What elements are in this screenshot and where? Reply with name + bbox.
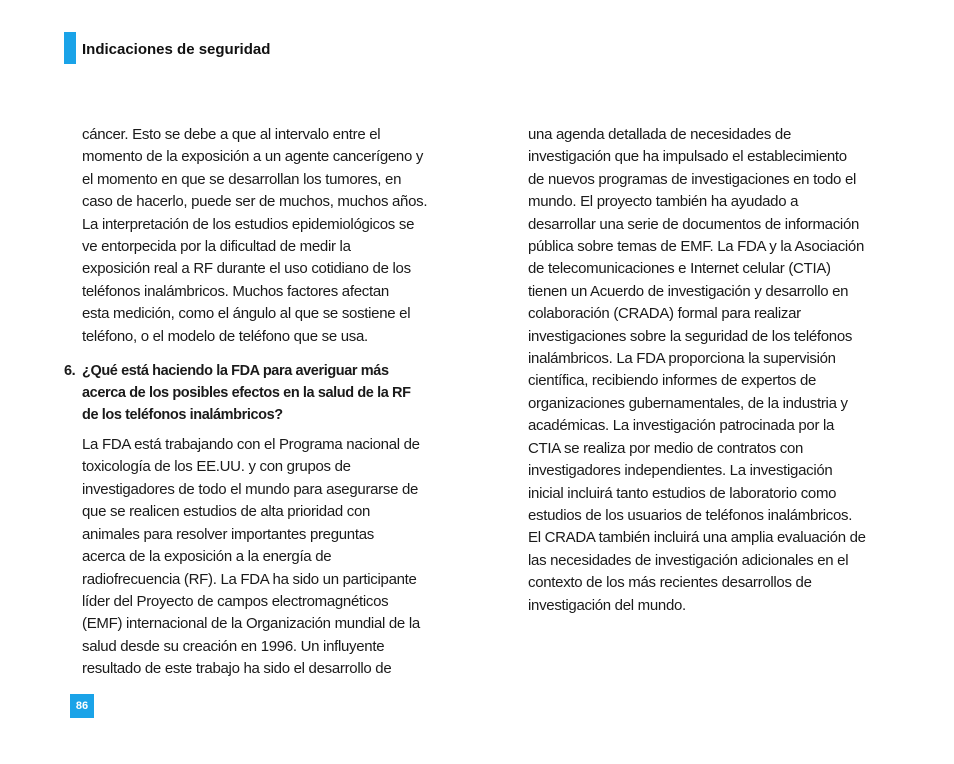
text-line: La FDA está trabajando con el Programa nacional de: [82, 436, 420, 454]
intro-paragraph: [64, 124, 464, 348]
text-line: que se realicen estudios de alta prioridad con: [82, 503, 371, 521]
text-line: exposición real a RF durante el uso cotidiano de los: [82, 260, 411, 278]
text-line: resultado de este trabajo ha sido el desarrollo de: [82, 660, 392, 678]
text-line: investigación que ha impulsado el establecimiento: [528, 148, 847, 166]
paragraph-spacer: [64, 426, 464, 434]
text-line: de telecomunicaciones e Internet celular (CTIA): [528, 260, 831, 278]
text-line: mundo. El proyecto también ha ayudado a: [528, 193, 799, 211]
text-line: de nuevos programas de investigaciones en todo el: [528, 170, 857, 188]
text-line: una agenda detallada de necesidades de: [528, 126, 792, 143]
page-number-badge: 86: [70, 694, 94, 718]
text-line: académicas. La investigación patrocinada por la: [528, 417, 835, 435]
text-line: toxicología de los EE.UU. y con grupos de: [82, 458, 351, 476]
text-line: momento de la exposición a un agente cancerígeno y: [82, 148, 424, 166]
section-title: Indicaciones de seguridad: [82, 41, 271, 58]
text-line: inicial incluirá tanto estudios de laboratorio como: [528, 484, 837, 502]
text-line: teléfonos inalámbricos. Muchos factores afectan: [82, 282, 389, 300]
text-line: el momento en que se desarrollan los tumores, en: [82, 170, 402, 188]
text-line: colaboración (CRADA) formal para realizar: [528, 305, 801, 323]
text-line: cáncer. Esto se debe a que al intervalo entre el: [82, 126, 381, 143]
text-line: CTIA se realiza por medio de contratos con: [528, 439, 804, 457]
paragraph-spacer: [64, 348, 464, 360]
right-column: [528, 124, 918, 617]
text-line: caso de hacerlo, puede ser de muchos, muchos años.: [82, 193, 428, 211]
text-line: El CRADA también incluirá una amplia evaluación de: [528, 529, 866, 547]
text-line: investigación del mundo.: [528, 596, 686, 614]
text-line: pública sobre temas de EMF. La FDA y la Asociación: [528, 238, 865, 256]
text-line: esta medición, como el ángulo al que se sostiene el: [82, 305, 411, 323]
text-line: científica, recibiendo informes de expertos de: [528, 372, 817, 390]
text-line: acerca de la exposición a la energía de: [82, 548, 332, 566]
text-line: líder del Proyecto de campos electromagnéticos: [82, 592, 389, 610]
text-line: (EMF) internacional de la Organización mundial de la: [82, 615, 420, 633]
text-line: las necesidades de investigación adicionales en el: [528, 551, 849, 569]
text-line: ve entorpecida por la dificultad de medir la: [82, 238, 351, 256]
text-line: investigaciones sobre la seguridad de los teléfonos: [528, 327, 853, 345]
text-line: teléfono, o el modelo de teléfono que se usa.: [82, 327, 368, 345]
text-line: desarrollar una serie de documentos de información: [528, 215, 860, 233]
question-line: ¿Qué está haciendo la FDA para averiguar más: [82, 363, 389, 380]
question-number: 6.: [64, 363, 76, 380]
text-line: radiofrecuencia (RF). La FDA ha sido un participante: [82, 570, 417, 588]
text-line: tienen un Acuerdo de investigación y desarrollo en: [528, 282, 849, 300]
question-line: acerca de los posibles efectos en la salud de la RF: [82, 385, 411, 402]
answer-paragraph: [64, 434, 464, 680]
text-line: animales para resolver importantes preguntas: [82, 525, 374, 543]
text-line: salud desde su creación en 1996. Un influyente: [82, 637, 385, 655]
left-column: [64, 124, 464, 681]
text-line: inalámbricos. La FDA proporciona la supervisión: [528, 350, 836, 368]
question-heading: [64, 360, 464, 426]
text-line: investigadores de todo el mundo para asegurarse de: [82, 480, 419, 498]
section-accent-bar: [64, 32, 76, 64]
text-line: contexto de los más recientes desarrollos de: [528, 574, 812, 592]
text-line: investigadores independientes. La investigación: [528, 462, 833, 480]
text-line: La interpretación de los estudios epidemiológicos se: [82, 215, 415, 233]
text-line: estudios de los usuarios de teléfonos inalámbricos.: [528, 506, 853, 524]
text-line: organizaciones gubernamentales, de la industria y: [528, 394, 848, 412]
question-line: de los teléfonos inalámbricos?: [82, 407, 283, 424]
